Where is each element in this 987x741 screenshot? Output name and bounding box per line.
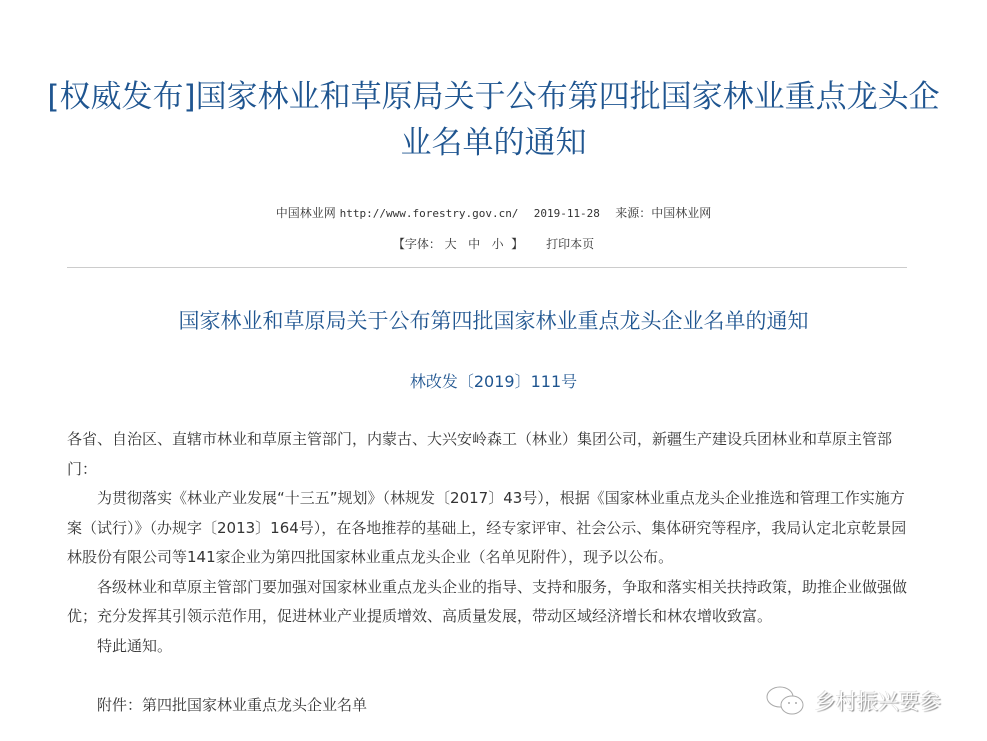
font-controls (0, 235, 987, 252)
document-number: 林改发〔2019〕111号 (409, 372, 578, 391)
watermark (765, 684, 941, 718)
font-small-button[interactable]: 小 (491, 237, 504, 251)
paragraph: 为贯彻落实《林业产业发展“十三五”规划》（林规发〔2017〕43号），根据《国家林业重点龙头企业推选和管理工作实施方案（试行）》（办规字〔2013〕164号），在各地推荐的基础上，经专家评审、社会公示、集体研究等程序，我局认定北京乾景园林股份有限公司等141家企业为第四批国家林业重点龙头企业（名单见附件），现予以公布。 (67, 489, 907, 566)
watermark-text: 乡村振兴要参 (815, 690, 941, 714)
page-title: [权威发布]国家林业和草原局关于公布第四批国家林业重点龙头企业名单的通知 (47, 79, 940, 161)
article-subtitle: 国家林业和草原局关于公布第四批国家林业重点龙头企业名单的通知 (178, 309, 809, 333)
paragraph: 各省、自治区、直辖市林业和草原主管部门，内蒙古、大兴安岭森工（林业）集团公司，新疆生产建设兵团林业和草原主管部门： (67, 430, 893, 478)
source: 来源：中国林业网 (615, 206, 712, 220)
publish-date: 2019-11-28 (533, 207, 600, 220)
print-button[interactable]: 打印本页 (546, 237, 595, 251)
divider (67, 267, 907, 268)
wechat-icon (765, 684, 807, 718)
paragraph: 特此通知。 (97, 636, 173, 655)
font-medium-button[interactable]: 中 (468, 237, 481, 251)
paragraph: 各级林业和草原主管部门要加强对国家林业重点龙头企业的指导、支持和服务，争取和落实相关扶持政策，助推企业做强做优；充分发挥其引领示范作用，促进林业产业提质增效、高质量发展，带动区域经济增长和林农增收致富。 (67, 577, 908, 625)
article-meta (0, 204, 987, 221)
font-large-button[interactable]: 大 (444, 237, 457, 251)
site-name: 中国林业网 (275, 206, 336, 220)
attachment-link[interactable]: 附件：第四批国家林业重点龙头企业名单 (97, 696, 368, 714)
font-label: 【字体： (392, 237, 441, 251)
article-body (67, 425, 917, 721)
font-close: 】 (511, 237, 524, 251)
site-url[interactable]: http://www.forestry.gov.cn/ (339, 207, 519, 220)
